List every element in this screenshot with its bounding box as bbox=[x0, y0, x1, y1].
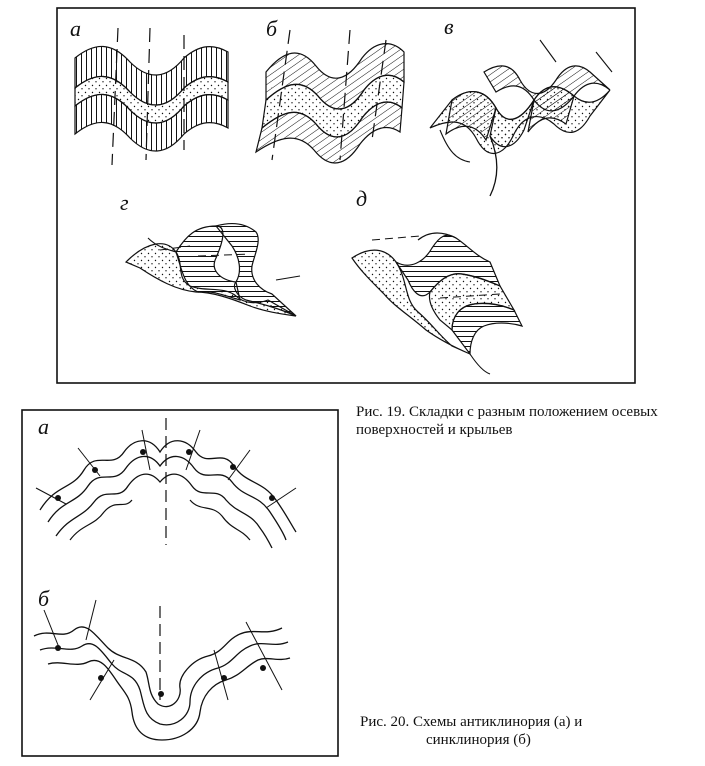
figure-19-frame bbox=[57, 8, 635, 383]
anticlinorium-scheme bbox=[36, 414, 296, 548]
panel-label-b: б bbox=[266, 16, 278, 41]
figure-20-caption-line-1: Рис. 20. Схемы антиклинория (а) и bbox=[360, 714, 583, 730]
panel-label-g: г bbox=[120, 190, 129, 215]
fold-panel-d bbox=[352, 186, 522, 374]
synclinorium-scheme bbox=[34, 586, 290, 740]
panel-label-a: а bbox=[70, 16, 81, 41]
scheme-label-b: б bbox=[38, 586, 50, 611]
figure-20-caption-line-2: синклинория (б) bbox=[426, 732, 531, 748]
fold-panel-g bbox=[120, 190, 300, 316]
figure-19 bbox=[57, 8, 635, 383]
scheme-label-a: а bbox=[38, 414, 49, 439]
figure-20-frame bbox=[22, 410, 338, 756]
panel-label-d: д bbox=[356, 186, 368, 211]
figure-20 bbox=[22, 410, 338, 756]
fold-panel-a bbox=[70, 16, 228, 165]
panel-label-v: в bbox=[444, 14, 454, 39]
fold-panel-v bbox=[430, 14, 612, 196]
figure-19-caption: Рис. 19. Складки с разным положением осевых поверхностей и крыльев bbox=[356, 404, 658, 438]
fold-panel-b bbox=[256, 16, 404, 163]
